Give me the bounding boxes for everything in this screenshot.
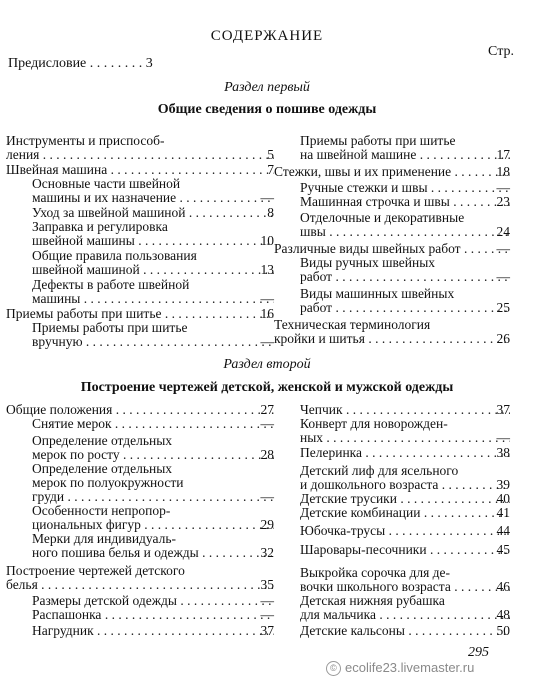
- section2-label: Раздел второй: [223, 357, 311, 372]
- toc-entry-line: Заправка и регулировка: [32, 219, 168, 234]
- toc-entry-last-line: груди . . .: [32, 490, 274, 504]
- toc-entry: [274, 524, 510, 538]
- toc-entry-last-line: для мальчика . . .: [300, 608, 510, 622]
- toc-entry: [274, 464, 510, 492]
- toc-entry-last-line: Чепчик . . .: [300, 403, 510, 417]
- toc-entry-page: —: [260, 190, 274, 205]
- toc-entry-line: Выкройка сорочка для де-: [300, 565, 451, 580]
- toc-entry-page: 10: [260, 233, 274, 248]
- toc-entry-page: 7: [267, 162, 274, 177]
- toc-entry: [6, 307, 274, 321]
- toc-entry-last-line: Машинная строчка и швы . . .: [300, 195, 510, 209]
- toc-entry-page: 40: [496, 491, 510, 506]
- toc-entry-last-line: Распашонка . . .: [32, 608, 274, 622]
- toc-entry: [274, 287, 510, 315]
- toc-entry-page: 28: [260, 447, 274, 462]
- toc-entry: [6, 564, 274, 592]
- toc-entry-line: Отделочные и декоративные: [300, 210, 465, 225]
- toc-entry-page: —: [260, 416, 274, 431]
- toc-entry-last-line: Шаровары-песочники . . .: [300, 543, 510, 557]
- toc-entry-last-line: ного пошива белья и одежды . . .: [32, 546, 274, 560]
- toc-entry-line: Приемы работы при шитье: [300, 133, 456, 148]
- watermark: [326, 660, 474, 676]
- toc-entry-page: 26: [496, 331, 510, 346]
- toc-entry-last-line: Стежки, швы и их применение . . .: [274, 165, 510, 179]
- toc-entry: [6, 163, 274, 177]
- toc-entry: [274, 165, 510, 179]
- toc-entry-page: —: [496, 180, 510, 195]
- toc-entry-line: Определение отдельных: [32, 461, 173, 476]
- toc-entry-page: 46: [496, 579, 510, 594]
- toc-entry: [6, 403, 274, 417]
- toc-entry: [6, 177, 274, 205]
- toc-entry-page: —: [260, 334, 274, 349]
- toc-entry-line: Особенности непропор-: [32, 503, 171, 518]
- toc-entry: [6, 532, 274, 560]
- toc-entry-page: 27: [260, 402, 274, 417]
- toc-entry: [274, 417, 510, 445]
- toc-entry-last-line: Юбочка-трусы . . .: [300, 524, 510, 538]
- toc-entry-line: Конверт для новорожден-: [300, 416, 448, 431]
- toc-entry: [6, 417, 274, 431]
- toc-entry: [6, 249, 274, 277]
- toc-entry: [274, 134, 510, 162]
- toc-entry-last-line: Различные виды швейных работ . . .: [274, 242, 510, 256]
- toc-entry-line: Определение отдельных: [32, 433, 173, 448]
- toc-entry-page: —: [260, 291, 274, 306]
- section2-heading: Построение чертежей детской, женской и мужской одежды: [80, 380, 454, 395]
- toc-entry-page: 5: [267, 147, 274, 162]
- toc-entry-page: —: [260, 593, 274, 608]
- toc-entry: [6, 278, 274, 306]
- toc-entry-line: Техническая терминология: [274, 317, 431, 332]
- toc-entry-page: —: [260, 489, 274, 504]
- toc-entry-line: Дефекты в работе швейной: [32, 277, 190, 292]
- toc-entry-last-line: работ . . .: [300, 301, 510, 315]
- toc-entry-page: —: [260, 607, 274, 622]
- toc-entry-last-line: Уход за швейной машиной . . .: [32, 206, 274, 220]
- toc-entry: [6, 134, 274, 162]
- toc-entry-line: Виды ручных швейных: [300, 255, 436, 270]
- toc-entry-page: 24: [496, 224, 510, 239]
- toc-entry-last-line: машины . . .: [32, 292, 274, 306]
- watermark-copyright-icon: ©: [326, 661, 341, 676]
- toc-entry: [6, 462, 274, 504]
- toc-entry-page: 48: [496, 607, 510, 622]
- toc-entry: [274, 566, 510, 594]
- toc-entry-page: 35: [260, 577, 274, 592]
- toc-entry-last-line: циональных фигур . . .: [32, 518, 274, 532]
- toc-entry-page: —: [496, 269, 510, 284]
- toc-entry-last-line: швы . . .: [300, 225, 510, 239]
- toc-entry-page: —: [496, 430, 510, 445]
- toc-entry: [274, 242, 510, 256]
- toc-entry-page: 41: [496, 505, 510, 520]
- toc-entry-line: мерок по полуокружности: [32, 475, 184, 490]
- toc-entry: [6, 321, 274, 349]
- toc-entry-last-line: кройки и шитья . . .: [274, 332, 510, 346]
- toc-entry: [274, 492, 510, 506]
- toc-entry-page: 16: [260, 306, 274, 321]
- toc-entry-line: Основные части швейной: [32, 176, 181, 191]
- toc-entry-last-line: машины и их назначение . . .: [32, 191, 274, 205]
- toc-entry-last-line: Пелеринка . . .: [300, 446, 510, 460]
- preface-leader: . . . . . . . .: [89, 56, 146, 71]
- toc-entry-page: 25: [496, 300, 510, 315]
- page-number: 295: [468, 645, 489, 660]
- preface-label: Предисловие: [8, 56, 87, 71]
- toc-entry: [6, 434, 274, 462]
- toc-entry: [274, 195, 510, 209]
- toc-entry-last-line: на швейной машине . . .: [300, 148, 510, 162]
- toc-entry-page: 18: [496, 164, 510, 179]
- toc-entry-last-line: Нагрудник . . .: [32, 624, 274, 638]
- section1-label: Раздел первый: [224, 80, 310, 95]
- toc-entry-page: 17: [496, 147, 510, 162]
- toc-entry-last-line: Размеры детской одежды . . .: [32, 594, 274, 608]
- toc-entry-last-line: швейной машиной . . .: [32, 263, 274, 277]
- preface-page: 3: [145, 56, 153, 71]
- toc-entry-last-line: белья . . .: [6, 578, 274, 592]
- page-title: СОДЕРЖАНИЕ: [210, 28, 324, 44]
- toc-entry: [274, 181, 510, 195]
- toc-entry-page: 50: [496, 623, 510, 638]
- toc-entry-last-line: Снятие мерок . . .: [32, 417, 274, 431]
- toc-entry-page: 29: [260, 517, 274, 532]
- toc-entry: [274, 403, 510, 417]
- toc-entry-last-line: швейной машины . . .: [32, 234, 274, 248]
- toc-entry-line: Виды машинных швейных: [300, 286, 455, 301]
- toc-entry: [274, 543, 510, 557]
- toc-entry-page: 39: [496, 477, 510, 492]
- toc-entry: [6, 206, 274, 220]
- toc-entry: [274, 318, 510, 346]
- toc-entry-page: 37: [496, 402, 510, 417]
- toc-entry-last-line: вочки школьного возраста . . .: [300, 580, 510, 594]
- toc-entry-last-line: Общие положения . . .: [6, 403, 274, 417]
- toc-entry-line: Построение чертежей детского: [6, 563, 185, 578]
- toc-entry-last-line: Детские трусики . . .: [300, 492, 510, 506]
- toc-entry-page: 32: [260, 545, 274, 560]
- preface-entry: [8, 56, 153, 72]
- toc-entry-last-line: Детские кальсоны . . .: [300, 624, 510, 638]
- toc-entry: [274, 624, 510, 638]
- watermark-text: ecolife23.livemaster.ru: [345, 660, 475, 675]
- toc-entry-line: Мерки для индивидуаль-: [32, 531, 176, 546]
- toc-entry-last-line: и дошкольного возраста . . .: [300, 478, 510, 492]
- toc-entry-line: Детская нижняя рубашка: [300, 593, 445, 608]
- toc-entry-line: Детский лиф для ясельного: [300, 463, 459, 478]
- toc-entry-last-line: мерок по росту . . .: [32, 448, 274, 462]
- page-column-label: Стр.: [488, 44, 514, 59]
- toc-entry: [6, 504, 274, 532]
- toc-entry-last-line: Ручные стежки и швы . . .: [300, 181, 510, 195]
- toc-entry-last-line: Приемы работы при шитье . . .: [6, 307, 274, 321]
- toc-entry: [6, 594, 274, 608]
- toc-entry-line: Инструменты и приспособ-: [6, 133, 165, 148]
- toc-entry-last-line: работ . . .: [300, 270, 510, 284]
- toc-entry-last-line: вручную . . .: [32, 335, 274, 349]
- toc-entry: [274, 446, 510, 460]
- toc-entry-last-line: Швейная машина . . .: [6, 163, 274, 177]
- section1-heading: Общие сведения о пошиве одежды: [157, 102, 377, 117]
- toc-entry-page: —: [496, 241, 510, 256]
- toc-entry-page: 44: [496, 523, 510, 538]
- toc-entry: [274, 211, 510, 239]
- toc-entry-page: 37: [260, 623, 274, 638]
- toc-entry-last-line: ления . . .: [6, 148, 274, 162]
- toc-entry-line: Общие правила пользования: [32, 248, 197, 263]
- toc-entry: [6, 608, 274, 622]
- toc-entry: [274, 256, 510, 284]
- toc-entry: [6, 220, 274, 248]
- toc-entry: [274, 594, 510, 622]
- toc-entry-page: 13: [260, 262, 274, 277]
- toc-entry-page: 8: [267, 205, 274, 220]
- toc-entry: [6, 624, 274, 638]
- toc-entry-page: 38: [496, 445, 510, 460]
- toc-entry-line: Приемы работы при шитье: [32, 320, 188, 335]
- toc-entry-page: 23: [496, 194, 510, 209]
- toc-entry-page: 45: [496, 542, 510, 557]
- toc-entry-last-line: ных . . .: [300, 431, 510, 445]
- toc-entry-last-line: Детские комбинации . . .: [300, 506, 510, 520]
- toc-entry: [274, 506, 510, 520]
